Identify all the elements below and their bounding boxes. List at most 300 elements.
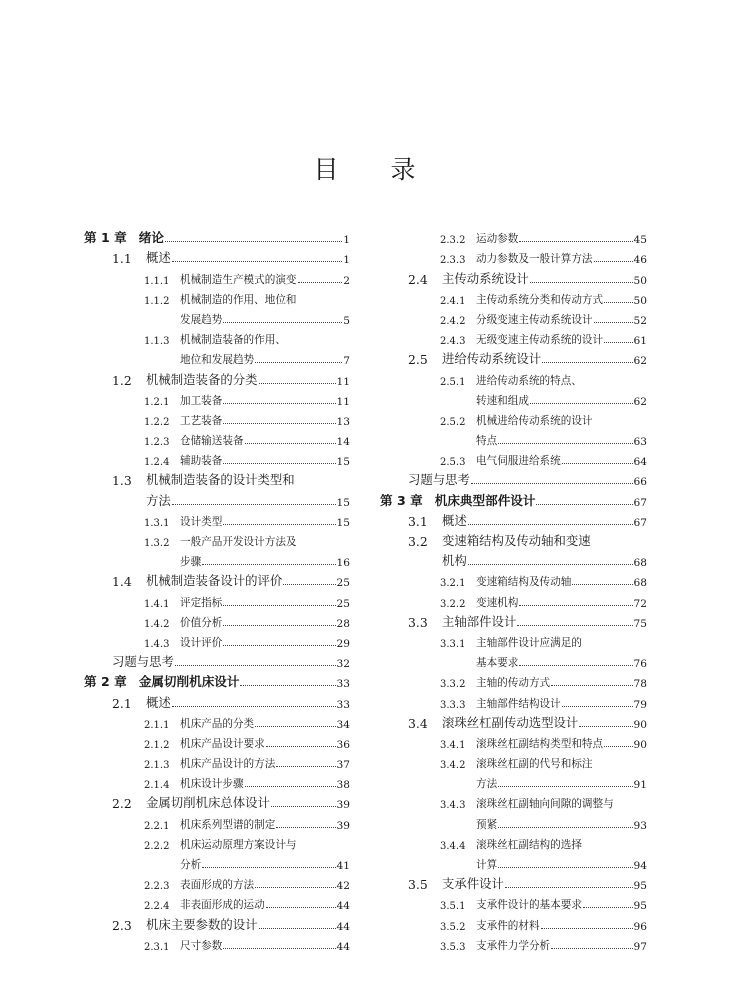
toc-entry-page: 46 [633, 254, 647, 267]
dot-leader [594, 261, 633, 262]
toc-entry-title: 机械进给传动系统的设计 [476, 414, 593, 427]
dot-leader [202, 867, 335, 868]
dot-leader [604, 302, 632, 303]
toc-entry-page: 96 [633, 920, 647, 933]
toc-entry-number: 2.1.2 [144, 739, 170, 751]
toc-entry-page: 36 [336, 738, 350, 751]
toc-entry-section[interactable] [380, 872, 647, 892]
toc-entry-number: 2.2.4 [144, 901, 170, 913]
toc-entry-page: 33 [336, 678, 350, 691]
toc-entry-page: 34 [336, 718, 350, 731]
toc-entry-page: 63 [633, 436, 647, 449]
toc-entry-sub[interactable] [84, 408, 350, 428]
dot-leader [298, 282, 343, 283]
toc-entry-chapter[interactable] [380, 488, 647, 508]
toc-entry-page: 33 [336, 698, 350, 711]
toc-entry-section[interactable] [84, 791, 350, 811]
toc-entry-number: 1.2.4 [144, 457, 170, 469]
toc-entry-title: 步骤 [180, 556, 202, 569]
toc-entry-section[interactable] [380, 509, 647, 529]
dot-leader [551, 948, 632, 949]
toc-entry-page: 42 [336, 880, 350, 893]
toc-entry-sub[interactable] [84, 287, 350, 307]
toc-entry-page: 15 [336, 456, 350, 469]
toc-entry-number: 1.2.1 [144, 396, 170, 408]
toc-entry-section[interactable] [84, 569, 350, 589]
dot-leader [530, 282, 633, 283]
toc-entry-page: 64 [633, 456, 647, 469]
toc-entry-exercise[interactable] [84, 650, 350, 670]
toc-entry-title: 支承件力学分析 [476, 939, 551, 952]
toc-entry-number: 1.1.3 [144, 336, 170, 348]
toc-entry-title: 机床运动原理方案设计与 [180, 838, 297, 851]
toc-entry-page: 11 [336, 375, 350, 388]
toc-entry-page: 97 [633, 940, 647, 953]
toc-entry-cont[interactable] [84, 549, 350, 569]
toc-entry-title: 一般产品开发设计方法及 [180, 536, 297, 548]
toc-entry-title: 动力参数及一般计算方法 [476, 253, 593, 266]
toc-entry-number: 1.4.3 [144, 638, 170, 650]
toc-entry-sub[interactable] [380, 892, 647, 912]
toc-entry-title: 预紧 [476, 818, 498, 831]
dot-leader [266, 746, 336, 747]
toc-entry-sub[interactable] [380, 408, 647, 428]
dot-leader [536, 504, 632, 505]
toc-entry-title: 评定指标 [180, 596, 223, 609]
toc-entry-number: 2.4.2 [440, 315, 466, 327]
toc-entry-sub[interactable] [84, 266, 350, 286]
toc-entry-title: 机床系列型谱的制定 [180, 818, 276, 831]
toc-entry-sub[interactable] [84, 711, 350, 731]
toc-entry-sub[interactable] [84, 610, 350, 630]
toc-entry-section[interactable] [380, 347, 647, 367]
toc-entry-page: 91 [633, 779, 647, 792]
dot-leader [562, 463, 633, 464]
toc-entry-number: 3.5.3 [440, 941, 466, 953]
toc-entry-number: 1.3.2 [144, 538, 170, 549]
toc-entry-title: 设计评价 [180, 636, 223, 649]
toc-entry-sub[interactable] [380, 751, 647, 771]
toc-entry-page: 62 [633, 355, 647, 368]
dot-leader [468, 564, 633, 565]
toc-entry-number: 3.3.2 [440, 679, 466, 691]
toc-entry-section[interactable] [84, 468, 350, 488]
toc-entry-number: 3.4.2 [440, 760, 466, 772]
dot-leader [498, 786, 632, 787]
dot-leader [202, 564, 335, 565]
toc-entry-title: 主传动系统分类和传动方式 [476, 293, 604, 306]
toc-entry-section[interactable] [380, 711, 647, 731]
toc-entry-title: 机械制造的作用、地位和 [180, 293, 297, 306]
toc-entry-title: 机械制造装备的分类 [146, 371, 258, 387]
toc-entry-number: 2.3.2 [440, 235, 466, 247]
toc-entry-page: 95 [633, 880, 647, 893]
toc-entry-sub[interactable] [84, 428, 350, 448]
toc-entry-number: 3.4.4 [440, 840, 466, 852]
toc-entry-title: 支承件的材料 [476, 919, 540, 932]
toc-entry-page: 16 [336, 557, 350, 570]
toc-entry-sub[interactable] [84, 509, 350, 529]
toc-entry-sub[interactable] [380, 589, 647, 609]
toc-entry-cont-sec[interactable] [84, 488, 350, 508]
toc-entry-sub[interactable] [380, 569, 647, 589]
toc-entry-number: 1.1.1 [144, 275, 170, 287]
dot-leader [255, 726, 335, 727]
dot-leader [271, 806, 336, 807]
toc-entry-sub[interactable] [84, 832, 350, 852]
dot-leader [240, 685, 335, 686]
dot-leader [562, 706, 633, 707]
toc-entry-sub[interactable] [380, 287, 647, 307]
toc-entry-cont[interactable] [380, 852, 647, 872]
toc-entry-page: 50 [633, 274, 647, 287]
toc-entry-number: 2.4.3 [440, 336, 466, 348]
toc-entry-number: 2.5.3 [440, 457, 466, 469]
toc-entry-page: 61 [633, 335, 647, 348]
toc-entry-section[interactable] [84, 367, 350, 387]
dot-leader [245, 443, 336, 444]
toc-entry-page: 25 [336, 577, 350, 590]
toc-entry-page: 38 [336, 779, 350, 792]
toc-entry-number: 3.5.1 [440, 901, 466, 913]
toc-entry-sub[interactable] [380, 226, 647, 246]
dot-leader [259, 383, 336, 384]
toc-entry-title: 设计类型 [180, 515, 223, 528]
toc-entry-title: 运动参数 [476, 233, 519, 246]
toc-entry-title: 电气伺服进给系统 [476, 455, 561, 468]
toc-entry-number: 2.3.1 [144, 941, 170, 953]
toc-entry-sub[interactable] [380, 912, 647, 932]
toc-entry-number: 2.4 [408, 271, 428, 287]
toc-entry-number: 2.2.1 [144, 820, 170, 832]
toc-entry-number: 2.5 [408, 352, 428, 368]
dot-leader [471, 483, 633, 484]
dot-leader [276, 766, 335, 767]
toc-column-right [380, 226, 647, 953]
dot-leader [172, 261, 342, 262]
toc-entry-number: 3.5 [408, 877, 428, 893]
toc-entry-chapter[interactable] [84, 226, 350, 246]
dot-leader [223, 423, 335, 424]
dot-leader [276, 827, 335, 828]
toc-entry-title: 地位和发展趋势 [180, 354, 255, 367]
toc-entry-number: 1.1.2 [144, 295, 170, 307]
toc-entry-number: 3.2 [408, 534, 428, 549]
toc-entry-sub[interactable] [380, 670, 647, 690]
toc-entry-number: 2.1.3 [144, 760, 170, 772]
toc-entry-number: 2.1.1 [144, 719, 170, 731]
dot-leader [245, 786, 336, 787]
toc-entry-sub[interactable] [380, 690, 647, 710]
toc-entry-title: 分级变速主传动系统设计 [476, 313, 593, 326]
toc-entry-number: 2.5.2 [440, 416, 466, 428]
toc-entry-sub[interactable] [84, 811, 350, 831]
toc-entry-title: 机械制造装备设计的评价 [146, 573, 283, 589]
toc-entry-title: 主轴部件设计 [442, 613, 517, 629]
toc-entry-page: 75 [633, 617, 647, 630]
toc-entry-number: 3.1 [408, 513, 428, 529]
dot-leader [223, 524, 335, 525]
toc-entry-title: 机械制造装备的设计类型和 [146, 472, 295, 488]
toc-entry-number: 2.3 [112, 917, 132, 933]
toc-entry-page: 44 [336, 900, 350, 913]
dot-leader [175, 665, 336, 666]
toc-entry-number: 1.2.3 [144, 437, 170, 449]
toc-entry-title: 尺寸参数 [180, 939, 223, 952]
toc-entry-title: 概述 [146, 694, 171, 710]
toc-entry-sub[interactable] [84, 529, 350, 549]
toc-entry-number: 3.5.2 [440, 921, 466, 933]
dot-leader [517, 625, 632, 626]
dot-leader [551, 685, 632, 686]
toc-entry-sub[interactable] [84, 892, 350, 912]
toc-entry-title: 发展趋势 [180, 313, 223, 326]
toc-entry-number: 2.2.2 [144, 840, 170, 852]
toc-entry-title: 非表面形成的运动 [180, 899, 265, 912]
dot-leader [255, 887, 335, 888]
dot-leader [223, 605, 335, 606]
title-char-1: 目 [313, 155, 339, 184]
toc-entry-page: 5 [343, 314, 350, 327]
toc-entry-sub[interactable] [84, 771, 350, 791]
toc-entry-title: 工艺装备 [180, 414, 223, 427]
toc-entry-sub[interactable] [84, 327, 350, 347]
toc-entry-sub[interactable] [380, 246, 647, 266]
toc-entry-exercise[interactable] [380, 468, 647, 488]
toc-entry-sub[interactable] [380, 832, 647, 852]
title-char-2: 录 [390, 155, 416, 184]
toc-entry-title: 主轴部件结构设计 [476, 697, 561, 710]
toc-entry-title: 金属切削机床设计 [138, 674, 240, 690]
toc-entry-page: 94 [633, 860, 647, 872]
toc-entry-page: 45 [633, 234, 647, 247]
dot-leader [519, 665, 632, 666]
toc-entry-page: 44 [336, 940, 350, 953]
page-title [0, 150, 729, 186]
toc-entry-section[interactable] [380, 610, 647, 630]
toc-entry-page: 1 [343, 234, 350, 247]
toc-entry-sub[interactable] [84, 933, 350, 953]
toc-entry-page: 62 [633, 395, 647, 408]
toc-entry-title: 进给传动系统设计 [442, 351, 542, 367]
toc-entry-title: 概述 [442, 512, 467, 528]
toc-entry-page: 76 [633, 658, 647, 671]
toc-entry-title: 机床产品设计要求 [180, 737, 265, 750]
dot-leader [468, 524, 633, 525]
toc-entry-title: 表面形成的方法 [180, 879, 255, 892]
toc-entry-number: 第 1 章 [84, 230, 127, 246]
toc-entry-page: 90 [633, 738, 647, 751]
toc-entry-title: 基本要求 [476, 657, 519, 670]
dot-leader [255, 362, 342, 363]
toc-entry-number: 3.3.1 [440, 638, 466, 650]
toc-entry-page: 78 [633, 678, 647, 691]
toc-entry-number: 2.1 [112, 695, 132, 711]
toc-entry-title: 滚珠丝杠副传动选型设计 [442, 714, 579, 730]
toc-entry-title: 进给传动系统的特点、 [476, 374, 582, 387]
toc-entry-page: 44 [336, 920, 350, 933]
toc-entry-number: 2.1.4 [144, 780, 170, 792]
dot-leader [519, 605, 632, 606]
toc-entry-number: 2.5.1 [440, 376, 466, 388]
toc-entry-title: 无级变速主传动系统的设计 [476, 334, 604, 347]
toc-entry-number: 2.2.3 [144, 881, 170, 893]
toc-entry-number: 1.1 [112, 251, 132, 267]
toc-entry-title: 加工装备 [180, 394, 223, 407]
dot-leader [172, 706, 336, 707]
toc-entry-page: 66 [633, 476, 647, 489]
toc-entry-number: 1.4.1 [144, 598, 170, 610]
toc-entry-page: 29 [336, 637, 350, 650]
dot-leader [223, 948, 335, 949]
toc-entry-page: 79 [633, 698, 647, 711]
dot-leader [223, 322, 342, 323]
toc-entry-sub[interactable] [84, 448, 350, 468]
toc-entry-title: 机械制造装备的作用、 [180, 334, 286, 347]
toc-entry-cont[interactable] [84, 852, 350, 872]
toc-entry-title: 变速箱结构及传动轴和变速 [442, 533, 591, 548]
toc-entry-sub[interactable] [380, 933, 647, 953]
toc-entry-title: 习题与思考 [112, 654, 174, 670]
toc-entry-number: 2.3.3 [440, 255, 466, 267]
toc-entry-page: 14 [336, 436, 350, 449]
toc-entry-number: 1.4.2 [144, 618, 170, 630]
dot-leader [519, 241, 632, 242]
toc-entry-cont[interactable] [84, 307, 350, 327]
dot-leader [259, 928, 336, 929]
toc-entry-sub[interactable] [84, 872, 350, 892]
dot-leader [604, 746, 632, 747]
dot-leader [530, 403, 633, 404]
toc-entry-title: 习题与思考 [408, 472, 470, 488]
toc-entry-page: 50 [633, 294, 647, 307]
toc-entry-title: 方法 [476, 778, 498, 791]
toc-entry-sub[interactable] [380, 448, 647, 468]
toc-entry-page: 32 [336, 658, 350, 671]
toc-entry-sub[interactable] [380, 307, 647, 327]
dot-leader [583, 907, 633, 908]
dot-leader [498, 867, 632, 868]
toc-entry-page: 93 [633, 819, 647, 832]
dot-leader [172, 504, 336, 505]
toc-entry-number: 1.4 [112, 574, 132, 590]
toc-entry-page: 37 [336, 759, 350, 772]
toc-entry-chapter[interactable] [84, 670, 350, 690]
toc-entry-cont[interactable] [84, 347, 350, 367]
toc-entry-title: 机床产品设计的方法 [180, 758, 276, 771]
toc-entry-title: 辅助装备 [180, 455, 223, 468]
toc-entry-sub[interactable] [380, 731, 647, 751]
toc-entry-title: 机床设计步骤 [180, 778, 244, 791]
toc-entry-title: 滚珠丝杠副结构类型和特点 [476, 737, 604, 750]
toc-entry-cont[interactable] [380, 811, 647, 831]
toc-entry-title: 支承件设计 [442, 876, 504, 892]
toc-entry-number: 1.3.1 [144, 517, 170, 529]
toc-entry-sub[interactable] [380, 630, 647, 650]
toc-entry-number: 1.3 [112, 473, 132, 489]
toc-entry-sub[interactable] [84, 388, 350, 408]
toc-entry-cont-sec[interactable] [380, 549, 647, 569]
toc-entry-section[interactable] [84, 246, 350, 266]
toc-entry-number: 1.2.2 [144, 416, 170, 428]
dot-leader [594, 322, 633, 323]
toc-entry-sub[interactable] [380, 791, 647, 811]
toc-entry-title: 主轴的传动方式 [476, 677, 551, 690]
dot-leader [505, 887, 633, 888]
toc-entry-title: 变速机构 [476, 596, 519, 609]
toc-entry-page: 39 [336, 819, 350, 832]
toc-entry-title: 概述 [146, 250, 171, 266]
toc-entry-number: 3.4.1 [440, 739, 466, 751]
toc-entry-title: 仓储输送装备 [180, 435, 244, 448]
toc-entry-section[interactable] [380, 529, 647, 549]
dot-leader [572, 584, 632, 585]
toc-entry-sub[interactable] [84, 630, 350, 650]
toc-entry-sub[interactable] [84, 751, 350, 771]
toc-entry-page: 95 [633, 900, 647, 913]
toc-entry-title: 滚珠丝杠副轴向间隙的调整与 [476, 798, 614, 811]
dot-leader [223, 625, 335, 626]
toc-entry-title: 滚珠丝杠副的代号和标注 [476, 758, 593, 771]
dot-leader [223, 463, 335, 464]
dot-leader [579, 726, 632, 727]
toc-entry-title: 支承件设计的基本要求 [476, 899, 582, 912]
toc-entry-title: 机构 [442, 553, 467, 569]
toc-entry-number: 3.3.3 [440, 699, 466, 711]
toc-entry-title: 绪论 [138, 230, 164, 246]
toc-entry-title: 变速箱结构及传动轴 [476, 576, 572, 589]
toc-entry-number: 2.2 [112, 796, 132, 812]
toc-entry-page: 2 [343, 274, 350, 287]
dot-leader [283, 584, 335, 585]
toc-entry-sub[interactable] [84, 589, 350, 609]
toc-entry-title: 机床主要参数的设计 [146, 916, 258, 932]
toc-entry-cont[interactable] [380, 771, 647, 791]
toc-entry-number: 3.4 [408, 715, 428, 731]
toc-entry-page: 67 [633, 496, 647, 509]
toc-entry-page: 52 [633, 314, 647, 327]
toc-entry-section[interactable] [84, 912, 350, 932]
toc-entry-page: 15 [336, 496, 350, 509]
toc-entry-page: 67 [633, 516, 647, 529]
toc-entry-sub[interactable] [380, 327, 647, 347]
toc-entry-page: 39 [336, 799, 350, 812]
toc-entry-title: 特点 [476, 435, 498, 448]
toc-entry-section[interactable] [84, 690, 350, 710]
toc-entry-page: 7 [343, 355, 350, 368]
toc-entry-sub[interactable] [84, 731, 350, 751]
dot-leader [266, 907, 336, 908]
toc-entry-cont[interactable] [380, 650, 647, 670]
toc-entry-title: 机床典型部件设计 [434, 492, 536, 508]
dot-leader [604, 342, 632, 343]
toc-entry-sub[interactable] [380, 367, 647, 387]
toc-entry-cont[interactable] [380, 428, 647, 448]
toc-entry-title: 转速和组成 [476, 394, 529, 407]
toc-entry-section[interactable] [380, 266, 647, 286]
toc-entry-title: 机床产品的分类 [180, 717, 255, 730]
toc-entry-page: 68 [633, 577, 647, 590]
toc-entry-title: 分析 [180, 859, 202, 871]
dot-leader [498, 827, 632, 828]
toc-entry-title: 机械制造生产模式的演变 [180, 273, 297, 286]
toc-entry-number: 1.2 [112, 372, 132, 388]
toc-entry-title: 主轴部件设计应满足的 [476, 636, 582, 649]
dot-leader [223, 403, 335, 404]
toc-entry-title: 计算 [476, 859, 498, 871]
toc-entry-title: 主传动系统设计 [442, 270, 529, 286]
toc-entry-cont[interactable] [380, 388, 647, 408]
